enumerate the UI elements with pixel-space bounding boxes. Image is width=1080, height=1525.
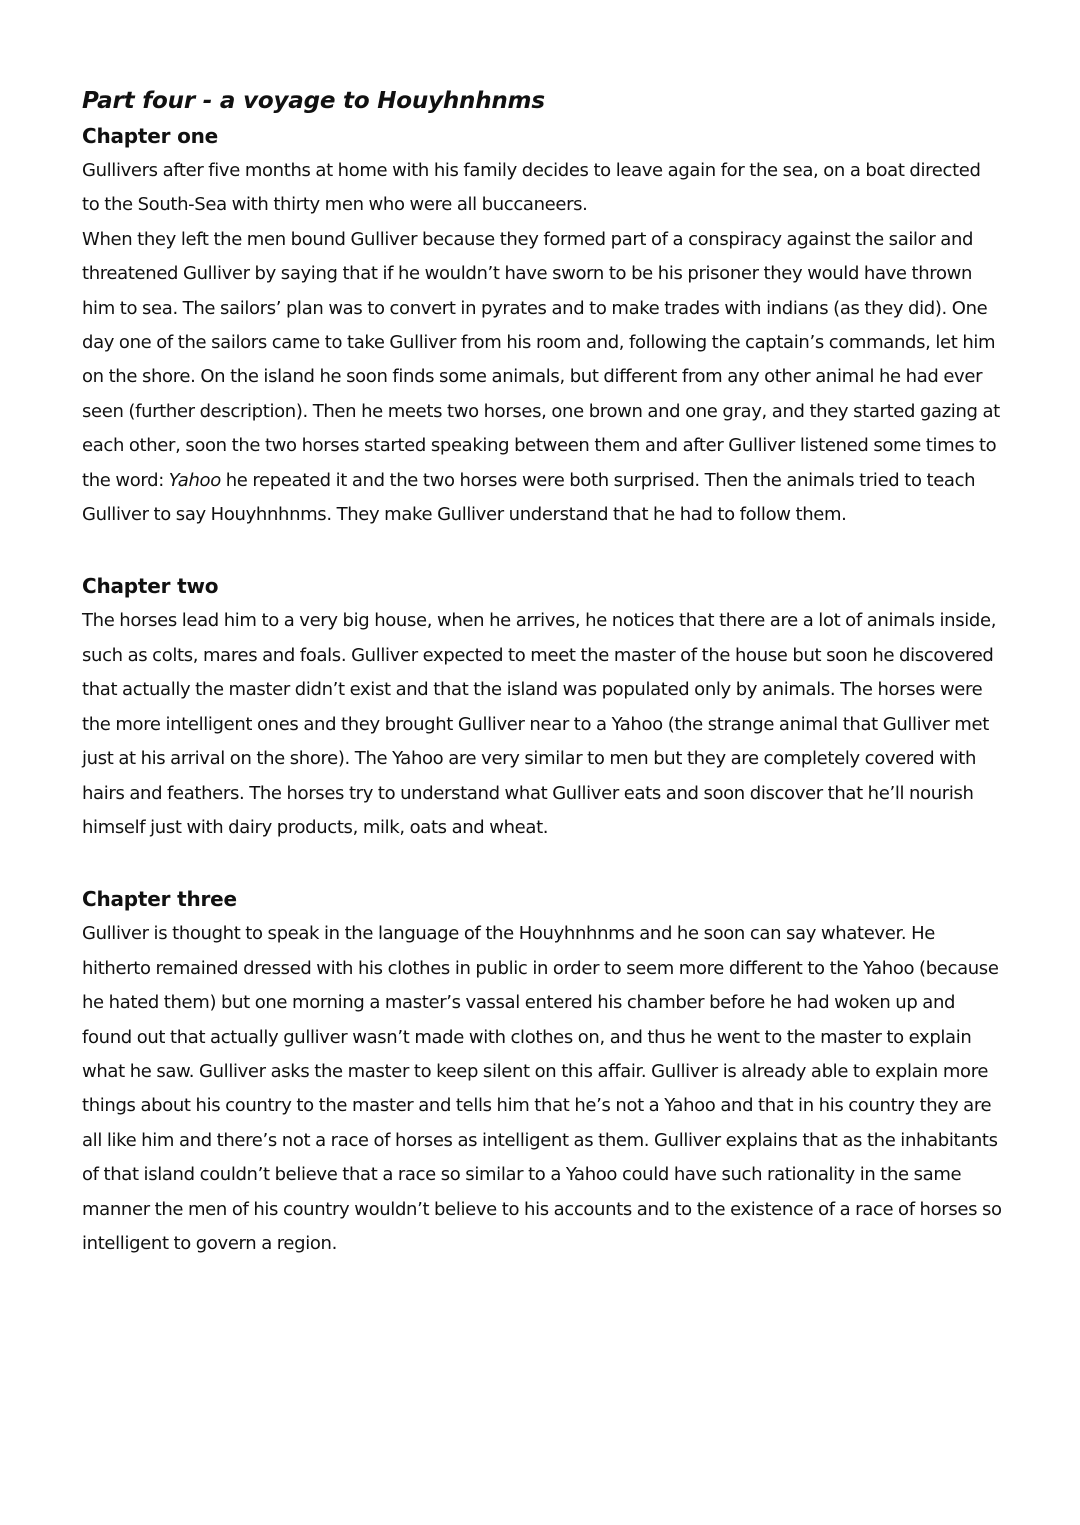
paragraph-text: When they left the men bound Gulliver because they formed part of a conspiracy against the sailor and threatened Gulliver by saying that if he wouldn’t have sworn to be his prisoner they would have thrown him to sea. The sailors’ plan was to convert in pyrates and to make trades with indians (as they did). One day one of the sailors came to take Gulliver from his room and, following the captain’s commands, let him on the shore. On the island he soon finds some animals, but different from any other animal he had ever seen (further description). Then he meets two horses, one brown and one gray, and they started gazing at each other, soon the two horses started speaking between them and after Gulliver listened some times to the word:	[82, 228, 1000, 491]
chapter-paragraph: Gullivers after five months at home with his family decides to leave again for the sea, on a boat directed to the South-Sea with thirty men who were all buccaneers.	[82, 160, 981, 216]
part-title: Part four - a voyage to Houyhnhnms	[82, 88, 545, 114]
emphasized-word: Yahoo	[168, 469, 221, 491]
paragraph-text: he repeated it and the two horses were both surprised. Then the animals tried to teach Gulliver to say Houyhnhnms. They make Gulliver understand that he had to follow them.	[82, 469, 976, 526]
chapter-title: Chapter three	[82, 887, 237, 912]
chapter-one	[82, 118, 1002, 532]
chapter-three	[82, 881, 1002, 1261]
chapter-two	[82, 568, 1002, 845]
chapter-paragraph	[82, 223, 1002, 533]
chapter-title: Chapter two	[82, 574, 219, 599]
chapter-title: Chapter one	[82, 124, 219, 148]
document-page	[82, 84, 1002, 1297]
chapter-paragraph: Gulliver is thought to speak in the language of the Houyhnhnms and he soon can say whatever. He hitherto remained dressed with his clothes in public in order to seem more different to the Yahoo (because he hated them) but one morning a master’s vassal entered his chamber before he had woken up and found out that actually gulliver wasn’t made with clothes on, and thus he went to the master to explain what he saw. Gulliver asks the master to keep silent on this affair. Gulliver is already able to explain more things about his country to the master and tells him that he’s not a Yahoo and that in his country they are all like him and there’s not a race of horses as intelligent as them. Gulliver explains that as the inhabitants of that island couldn’t believe that a race so similar to a Yahoo could have such rationality in the same manner the men of his country wouldn’t believe to his accounts and to the existence of a race of horses so intelligent to govern a region.	[82, 923, 1002, 1254]
chapter-paragraph: The horses lead him to a very big house, when he arrives, he notices that there are a lot of animals inside, such as colts, mares and foals. Gulliver expected to meet the master of the house but soon he discovered that actually the master didn’t exist and that the island was populated only by animals. The horses were the more intelligent ones and they brought Gulliver near to a Yahoo (the strange animal that Gulliver met just at his arrival on the shore). The Yahoo are very similar to men but they are completely covered with hairs and feathers. The horses try to understand what Gulliver eats and soon discover that he’ll nourish himself just with dairy products, milk, oats and wheat.	[82, 610, 997, 838]
